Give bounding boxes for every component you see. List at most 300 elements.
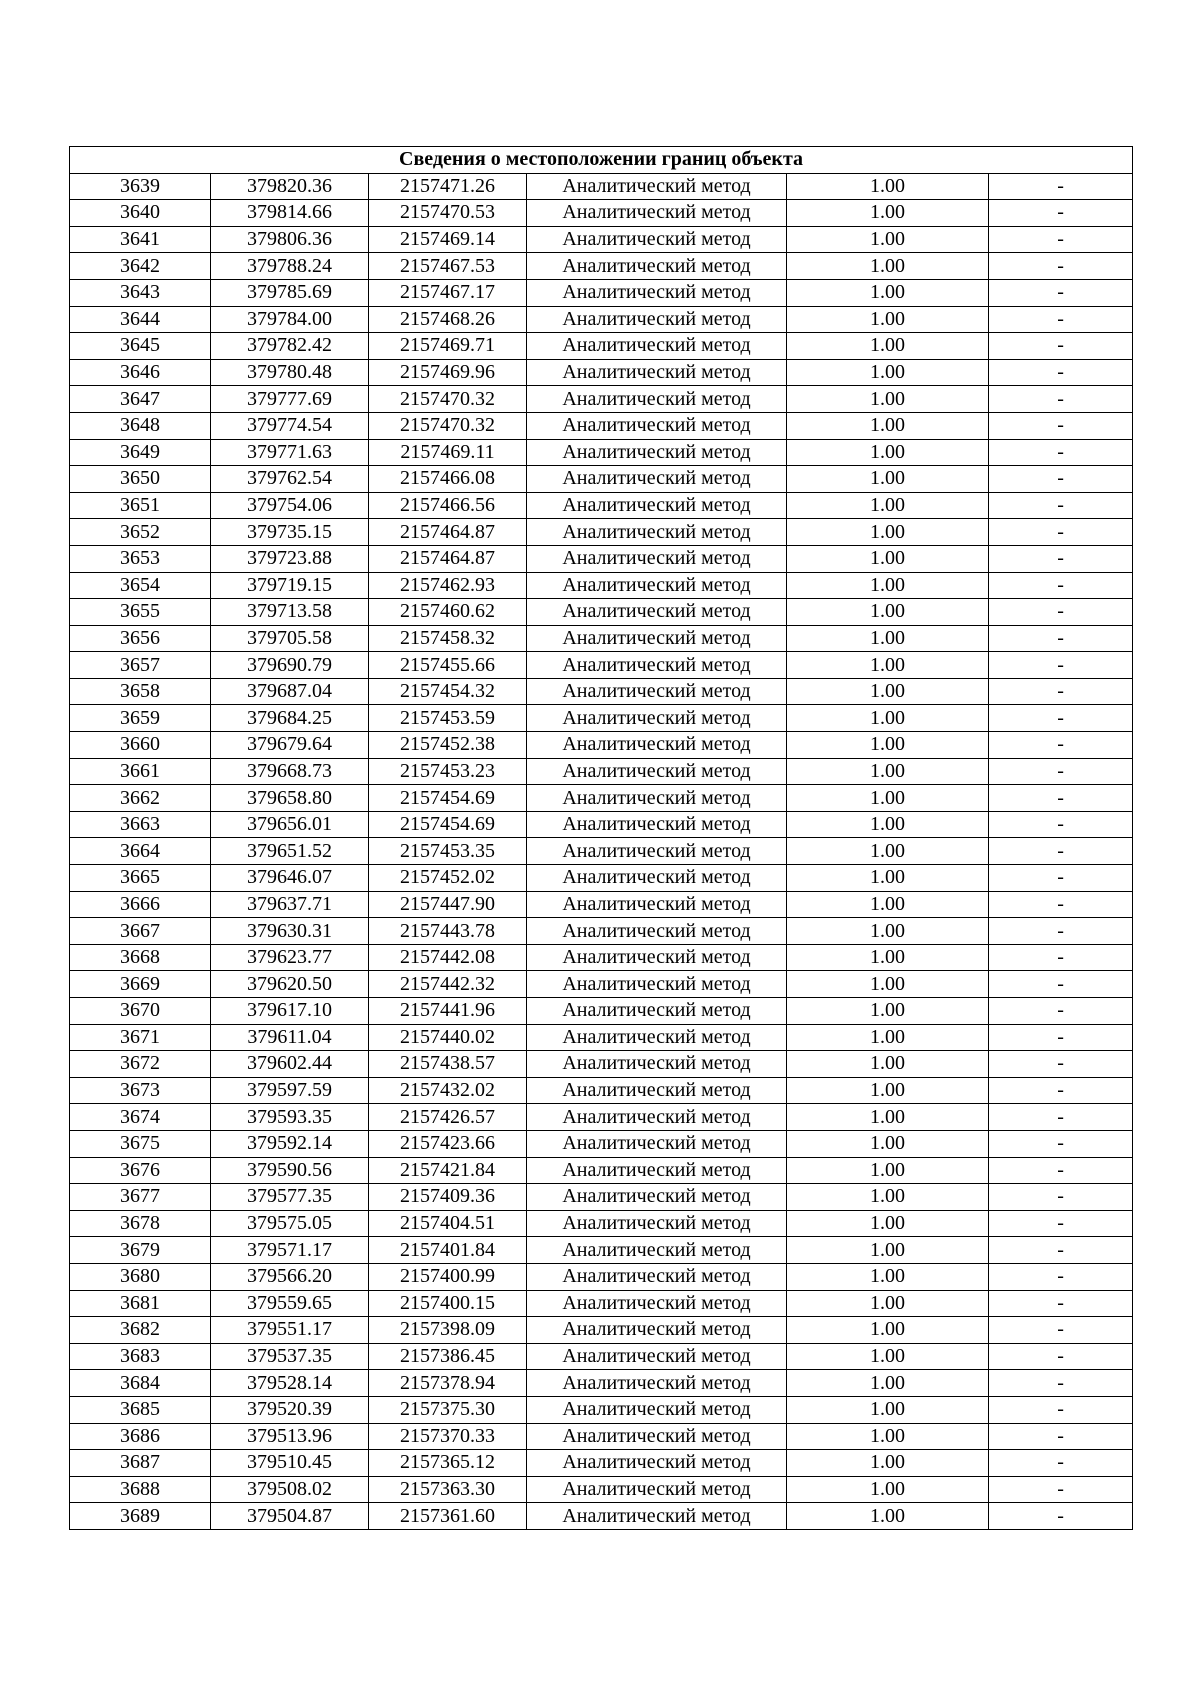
accuracy-cell: 1.00 (787, 519, 989, 546)
table-row (70, 306, 1133, 333)
description-cell: - (989, 173, 1133, 200)
accuracy-cell: 1.00 (787, 386, 989, 413)
accuracy-cell: 1.00 (787, 1104, 989, 1131)
point-number-cell: 3688 (70, 1476, 211, 1503)
description-cell: - (989, 279, 1133, 306)
table-row (70, 1450, 1133, 1477)
method-cell: Аналитический метод (527, 412, 787, 439)
description-cell: - (989, 1290, 1133, 1317)
accuracy-cell: 1.00 (787, 838, 989, 865)
y-coordinate-cell: 2157438.57 (369, 1051, 527, 1078)
table-row (70, 1370, 1133, 1397)
y-coordinate-cell: 2157454.32 (369, 678, 527, 705)
point-number-cell: 3660 (70, 732, 211, 759)
accuracy-cell: 1.00 (787, 359, 989, 386)
method-cell: Аналитический метод (527, 253, 787, 280)
y-coordinate-cell: 2157375.30 (369, 1396, 527, 1423)
description-cell: - (989, 333, 1133, 360)
description-cell: - (989, 1130, 1133, 1157)
accuracy-cell: 1.00 (787, 678, 989, 705)
y-coordinate-cell: 2157464.87 (369, 519, 527, 546)
method-cell: Аналитический метод (527, 1503, 787, 1530)
method-cell: Аналитический метод (527, 998, 787, 1025)
accuracy-cell: 1.00 (787, 971, 989, 998)
accuracy-cell: 1.00 (787, 1503, 989, 1530)
table-row (70, 1077, 1133, 1104)
method-cell: Аналитический метод (527, 1370, 787, 1397)
table-row (70, 678, 1133, 705)
description-cell: - (989, 1396, 1133, 1423)
table-row (70, 1423, 1133, 1450)
method-cell: Аналитический метод (527, 811, 787, 838)
description-cell: - (989, 253, 1133, 280)
description-cell: - (989, 705, 1133, 732)
point-number-cell: 3640 (70, 200, 211, 227)
x-coordinate-cell: 379630.31 (211, 918, 369, 945)
method-cell: Аналитический метод (527, 1317, 787, 1344)
boundary-coordinates-table (69, 146, 1133, 1530)
description-cell: - (989, 891, 1133, 918)
accuracy-cell: 1.00 (787, 200, 989, 227)
description-cell: - (989, 971, 1133, 998)
accuracy-cell: 1.00 (787, 1130, 989, 1157)
y-coordinate-cell: 2157442.32 (369, 971, 527, 998)
point-number-cell: 3648 (70, 412, 211, 439)
table-row (70, 705, 1133, 732)
accuracy-cell: 1.00 (787, 439, 989, 466)
point-number-cell: 3680 (70, 1263, 211, 1290)
description-cell: - (989, 1184, 1133, 1211)
description-cell: - (989, 1370, 1133, 1397)
method-cell: Аналитический метод (527, 519, 787, 546)
x-coordinate-cell: 379735.15 (211, 519, 369, 546)
method-cell: Аналитический метод (527, 1263, 787, 1290)
description-cell: - (989, 1210, 1133, 1237)
y-coordinate-cell: 2157469.11 (369, 439, 527, 466)
table-row (70, 1051, 1133, 1078)
y-coordinate-cell: 2157462.93 (369, 572, 527, 599)
accuracy-cell: 1.00 (787, 545, 989, 572)
table-row (70, 1130, 1133, 1157)
description-cell: - (989, 439, 1133, 466)
y-coordinate-cell: 2157401.84 (369, 1237, 527, 1264)
y-coordinate-cell: 2157458.32 (369, 625, 527, 652)
point-number-cell: 3644 (70, 306, 211, 333)
point-number-cell: 3663 (70, 811, 211, 838)
table-row (70, 811, 1133, 838)
method-cell: Аналитический метод (527, 758, 787, 785)
method-cell: Аналитический метод (527, 1077, 787, 1104)
y-coordinate-cell: 2157454.69 (369, 785, 527, 812)
method-cell: Аналитический метод (527, 1237, 787, 1264)
x-coordinate-cell: 379782.42 (211, 333, 369, 360)
method-cell: Аналитический метод (527, 226, 787, 253)
y-coordinate-cell: 2157398.09 (369, 1317, 527, 1344)
y-coordinate-cell: 2157441.96 (369, 998, 527, 1025)
y-coordinate-cell: 2157470.32 (369, 412, 527, 439)
y-coordinate-cell: 2157386.45 (369, 1343, 527, 1370)
y-coordinate-cell: 2157453.23 (369, 758, 527, 785)
point-number-cell: 3682 (70, 1317, 211, 1344)
table-row (70, 1503, 1133, 1530)
description-cell: - (989, 412, 1133, 439)
description-cell: - (989, 732, 1133, 759)
table-row (70, 944, 1133, 971)
method-cell: Аналитический метод (527, 492, 787, 519)
point-number-cell: 3642 (70, 253, 211, 280)
accuracy-cell: 1.00 (787, 279, 989, 306)
method-cell: Аналитический метод (527, 333, 787, 360)
x-coordinate-cell: 379784.00 (211, 306, 369, 333)
y-coordinate-cell: 2157464.87 (369, 545, 527, 572)
table-row (70, 758, 1133, 785)
x-coordinate-cell: 379590.56 (211, 1157, 369, 1184)
method-cell: Аналитический метод (527, 545, 787, 572)
point-number-cell: 3659 (70, 705, 211, 732)
x-coordinate-cell: 379575.05 (211, 1210, 369, 1237)
x-coordinate-cell: 379690.79 (211, 652, 369, 679)
x-coordinate-cell: 379806.36 (211, 226, 369, 253)
point-number-cell: 3654 (70, 572, 211, 599)
method-cell: Аналитический метод (527, 891, 787, 918)
accuracy-cell: 1.00 (787, 1237, 989, 1264)
table-title: Сведения о местоположении границ объекта (70, 147, 1133, 174)
y-coordinate-cell: 2157432.02 (369, 1077, 527, 1104)
x-coordinate-cell: 379637.71 (211, 891, 369, 918)
table-row (70, 492, 1133, 519)
accuracy-cell: 1.00 (787, 1024, 989, 1051)
point-number-cell: 3651 (70, 492, 211, 519)
accuracy-cell: 1.00 (787, 1476, 989, 1503)
table-row (70, 1290, 1133, 1317)
table-row (70, 1104, 1133, 1131)
y-coordinate-cell: 2157453.59 (369, 705, 527, 732)
y-coordinate-cell: 2157460.62 (369, 599, 527, 626)
accuracy-cell: 1.00 (787, 732, 989, 759)
method-cell: Аналитический метод (527, 1290, 787, 1317)
point-number-cell: 3646 (70, 359, 211, 386)
y-coordinate-cell: 2157466.56 (369, 492, 527, 519)
accuracy-cell: 1.00 (787, 758, 989, 785)
y-coordinate-cell: 2157378.94 (369, 1370, 527, 1397)
accuracy-cell: 1.00 (787, 572, 989, 599)
x-coordinate-cell: 379513.96 (211, 1423, 369, 1450)
point-number-cell: 3653 (70, 545, 211, 572)
description-cell: - (989, 519, 1133, 546)
method-cell: Аналитический метод (527, 439, 787, 466)
point-number-cell: 3677 (70, 1184, 211, 1211)
accuracy-cell: 1.00 (787, 918, 989, 945)
y-coordinate-cell: 2157467.17 (369, 279, 527, 306)
method-cell: Аналитический метод (527, 918, 787, 945)
x-coordinate-cell: 379814.66 (211, 200, 369, 227)
table-row (70, 279, 1133, 306)
table-row (70, 200, 1133, 227)
accuracy-cell: 1.00 (787, 412, 989, 439)
description-cell: - (989, 1423, 1133, 1450)
description-cell: - (989, 386, 1133, 413)
table-row (70, 519, 1133, 546)
x-coordinate-cell: 379687.04 (211, 678, 369, 705)
accuracy-cell: 1.00 (787, 492, 989, 519)
y-coordinate-cell: 2157404.51 (369, 1210, 527, 1237)
method-cell: Аналитический метод (527, 1343, 787, 1370)
method-cell: Аналитический метод (527, 1104, 787, 1131)
x-coordinate-cell: 379597.59 (211, 1077, 369, 1104)
point-number-cell: 3656 (70, 625, 211, 652)
point-number-cell: 3667 (70, 918, 211, 945)
x-coordinate-cell: 379780.48 (211, 359, 369, 386)
accuracy-cell: 1.00 (787, 785, 989, 812)
point-number-cell: 3652 (70, 519, 211, 546)
x-coordinate-cell: 379508.02 (211, 1476, 369, 1503)
y-coordinate-cell: 2157455.66 (369, 652, 527, 679)
accuracy-cell: 1.00 (787, 705, 989, 732)
description-cell: - (989, 359, 1133, 386)
y-coordinate-cell: 2157370.33 (369, 1423, 527, 1450)
accuracy-cell: 1.00 (787, 1157, 989, 1184)
table-row (70, 1024, 1133, 1051)
accuracy-cell: 1.00 (787, 1396, 989, 1423)
table-row (70, 1396, 1133, 1423)
point-number-cell: 3641 (70, 226, 211, 253)
method-cell: Аналитический метод (527, 173, 787, 200)
y-coordinate-cell: 2157361.60 (369, 1503, 527, 1530)
x-coordinate-cell: 379602.44 (211, 1051, 369, 1078)
y-coordinate-cell: 2157421.84 (369, 1157, 527, 1184)
table-body (70, 173, 1133, 1529)
method-cell: Аналитический метод (527, 599, 787, 626)
description-cell: - (989, 1317, 1133, 1344)
accuracy-cell: 1.00 (787, 1290, 989, 1317)
x-coordinate-cell: 379705.58 (211, 625, 369, 652)
method-cell: Аналитический метод (527, 1210, 787, 1237)
accuracy-cell: 1.00 (787, 1317, 989, 1344)
description-cell: - (989, 306, 1133, 333)
accuracy-cell: 1.00 (787, 333, 989, 360)
x-coordinate-cell: 379620.50 (211, 971, 369, 998)
x-coordinate-cell: 379754.06 (211, 492, 369, 519)
point-number-cell: 3658 (70, 678, 211, 705)
x-coordinate-cell: 379617.10 (211, 998, 369, 1025)
table-row (70, 918, 1133, 945)
method-cell: Аналитический метод (527, 466, 787, 493)
method-cell: Аналитический метод (527, 652, 787, 679)
accuracy-cell: 1.00 (787, 811, 989, 838)
x-coordinate-cell: 379571.17 (211, 1237, 369, 1264)
table-row (70, 838, 1133, 865)
description-cell: - (989, 652, 1133, 679)
y-coordinate-cell: 2157453.35 (369, 838, 527, 865)
method-cell: Аналитический метод (527, 971, 787, 998)
method-cell: Аналитический метод (527, 705, 787, 732)
x-coordinate-cell: 379656.01 (211, 811, 369, 838)
y-coordinate-cell: 2157400.15 (369, 1290, 527, 1317)
y-coordinate-cell: 2157454.69 (369, 811, 527, 838)
x-coordinate-cell: 379592.14 (211, 1130, 369, 1157)
table-row (70, 1210, 1133, 1237)
y-coordinate-cell: 2157363.30 (369, 1476, 527, 1503)
accuracy-cell: 1.00 (787, 1370, 989, 1397)
table-row (70, 1157, 1133, 1184)
accuracy-cell: 1.00 (787, 306, 989, 333)
point-number-cell: 3674 (70, 1104, 211, 1131)
description-cell: - (989, 1077, 1133, 1104)
accuracy-cell: 1.00 (787, 1263, 989, 1290)
accuracy-cell: 1.00 (787, 173, 989, 200)
accuracy-cell: 1.00 (787, 1077, 989, 1104)
method-cell: Аналитический метод (527, 1051, 787, 1078)
table-row (70, 1317, 1133, 1344)
x-coordinate-cell: 379566.20 (211, 1263, 369, 1290)
table-row (70, 599, 1133, 626)
x-coordinate-cell: 379785.69 (211, 279, 369, 306)
x-coordinate-cell: 379820.36 (211, 173, 369, 200)
x-coordinate-cell: 379651.52 (211, 838, 369, 865)
x-coordinate-cell: 379623.77 (211, 944, 369, 971)
method-cell: Аналитический метод (527, 1184, 787, 1211)
x-coordinate-cell: 379788.24 (211, 253, 369, 280)
description-cell: - (989, 492, 1133, 519)
y-coordinate-cell: 2157447.90 (369, 891, 527, 918)
accuracy-cell: 1.00 (787, 998, 989, 1025)
point-number-cell: 3686 (70, 1423, 211, 1450)
method-cell: Аналитический метод (527, 279, 787, 306)
table-row (70, 253, 1133, 280)
description-cell: - (989, 758, 1133, 785)
method-cell: Аналитический метод (527, 1476, 787, 1503)
point-number-cell: 3643 (70, 279, 211, 306)
table-row (70, 1343, 1133, 1370)
description-cell: - (989, 1476, 1133, 1503)
accuracy-cell: 1.00 (787, 1450, 989, 1477)
y-coordinate-cell: 2157400.99 (369, 1263, 527, 1290)
description-cell: - (989, 226, 1133, 253)
x-coordinate-cell: 379528.14 (211, 1370, 369, 1397)
accuracy-cell: 1.00 (787, 1423, 989, 1450)
y-coordinate-cell: 2157365.12 (369, 1450, 527, 1477)
y-coordinate-cell: 2157423.66 (369, 1130, 527, 1157)
point-number-cell: 3675 (70, 1130, 211, 1157)
accuracy-cell: 1.00 (787, 1051, 989, 1078)
point-number-cell: 3669 (70, 971, 211, 998)
y-coordinate-cell: 2157440.02 (369, 1024, 527, 1051)
x-coordinate-cell: 379723.88 (211, 545, 369, 572)
point-number-cell: 3649 (70, 439, 211, 466)
table-row (70, 785, 1133, 812)
method-cell: Аналитический метод (527, 200, 787, 227)
x-coordinate-cell: 379537.35 (211, 1343, 369, 1370)
description-cell: - (989, 599, 1133, 626)
x-coordinate-cell: 379713.58 (211, 599, 369, 626)
accuracy-cell: 1.00 (787, 891, 989, 918)
accuracy-cell: 1.00 (787, 253, 989, 280)
point-number-cell: 3647 (70, 386, 211, 413)
point-number-cell: 3645 (70, 333, 211, 360)
description-cell: - (989, 545, 1133, 572)
description-cell: - (989, 1263, 1133, 1290)
accuracy-cell: 1.00 (787, 226, 989, 253)
point-number-cell: 3676 (70, 1157, 211, 1184)
point-number-cell: 3639 (70, 173, 211, 200)
x-coordinate-cell: 379684.25 (211, 705, 369, 732)
table-row (70, 652, 1133, 679)
description-cell: - (989, 1503, 1133, 1530)
x-coordinate-cell: 379679.64 (211, 732, 369, 759)
y-coordinate-cell: 2157471.26 (369, 173, 527, 200)
table-row (70, 359, 1133, 386)
method-cell: Аналитический метод (527, 359, 787, 386)
description-cell: - (989, 572, 1133, 599)
point-number-cell: 3657 (70, 652, 211, 679)
y-coordinate-cell: 2157409.36 (369, 1184, 527, 1211)
description-cell: - (989, 1343, 1133, 1370)
method-cell: Аналитический метод (527, 732, 787, 759)
point-number-cell: 3678 (70, 1210, 211, 1237)
point-number-cell: 3673 (70, 1077, 211, 1104)
point-number-cell: 3685 (70, 1396, 211, 1423)
description-cell: - (989, 865, 1133, 892)
x-coordinate-cell: 379719.15 (211, 572, 369, 599)
method-cell: Аналитический метод (527, 678, 787, 705)
accuracy-cell: 1.00 (787, 865, 989, 892)
table-row (70, 386, 1133, 413)
point-number-cell: 3687 (70, 1450, 211, 1477)
method-cell: Аналитический метод (527, 1024, 787, 1051)
y-coordinate-cell: 2157469.71 (369, 333, 527, 360)
y-coordinate-cell: 2157443.78 (369, 918, 527, 945)
point-number-cell: 3661 (70, 758, 211, 785)
method-cell: Аналитический метод (527, 1130, 787, 1157)
method-cell: Аналитический метод (527, 838, 787, 865)
table-row (70, 545, 1133, 572)
accuracy-cell: 1.00 (787, 466, 989, 493)
table-row (70, 998, 1133, 1025)
method-cell: Аналитический метод (527, 785, 787, 812)
table-row (70, 572, 1133, 599)
accuracy-cell: 1.00 (787, 1343, 989, 1370)
point-number-cell: 3665 (70, 865, 211, 892)
y-coordinate-cell: 2157442.08 (369, 944, 527, 971)
method-cell: Аналитический метод (527, 1157, 787, 1184)
accuracy-cell: 1.00 (787, 944, 989, 971)
method-cell: Аналитический метод (527, 625, 787, 652)
y-coordinate-cell: 2157470.32 (369, 386, 527, 413)
y-coordinate-cell: 2157470.53 (369, 200, 527, 227)
y-coordinate-cell: 2157426.57 (369, 1104, 527, 1131)
x-coordinate-cell: 379646.07 (211, 865, 369, 892)
point-number-cell: 3666 (70, 891, 211, 918)
table-row (70, 439, 1133, 466)
point-number-cell: 3662 (70, 785, 211, 812)
description-cell: - (989, 1104, 1133, 1131)
description-cell: - (989, 918, 1133, 945)
x-coordinate-cell: 379668.73 (211, 758, 369, 785)
method-cell: Аналитический метод (527, 306, 787, 333)
x-coordinate-cell: 379777.69 (211, 386, 369, 413)
table-row (70, 466, 1133, 493)
table-row (70, 173, 1133, 200)
method-cell: Аналитический метод (527, 1423, 787, 1450)
y-coordinate-cell: 2157452.02 (369, 865, 527, 892)
x-coordinate-cell: 379559.65 (211, 1290, 369, 1317)
x-coordinate-cell: 379593.35 (211, 1104, 369, 1131)
x-coordinate-cell: 379658.80 (211, 785, 369, 812)
description-cell: - (989, 200, 1133, 227)
method-cell: Аналитический метод (527, 1396, 787, 1423)
y-coordinate-cell: 2157468.26 (369, 306, 527, 333)
description-cell: - (989, 466, 1133, 493)
